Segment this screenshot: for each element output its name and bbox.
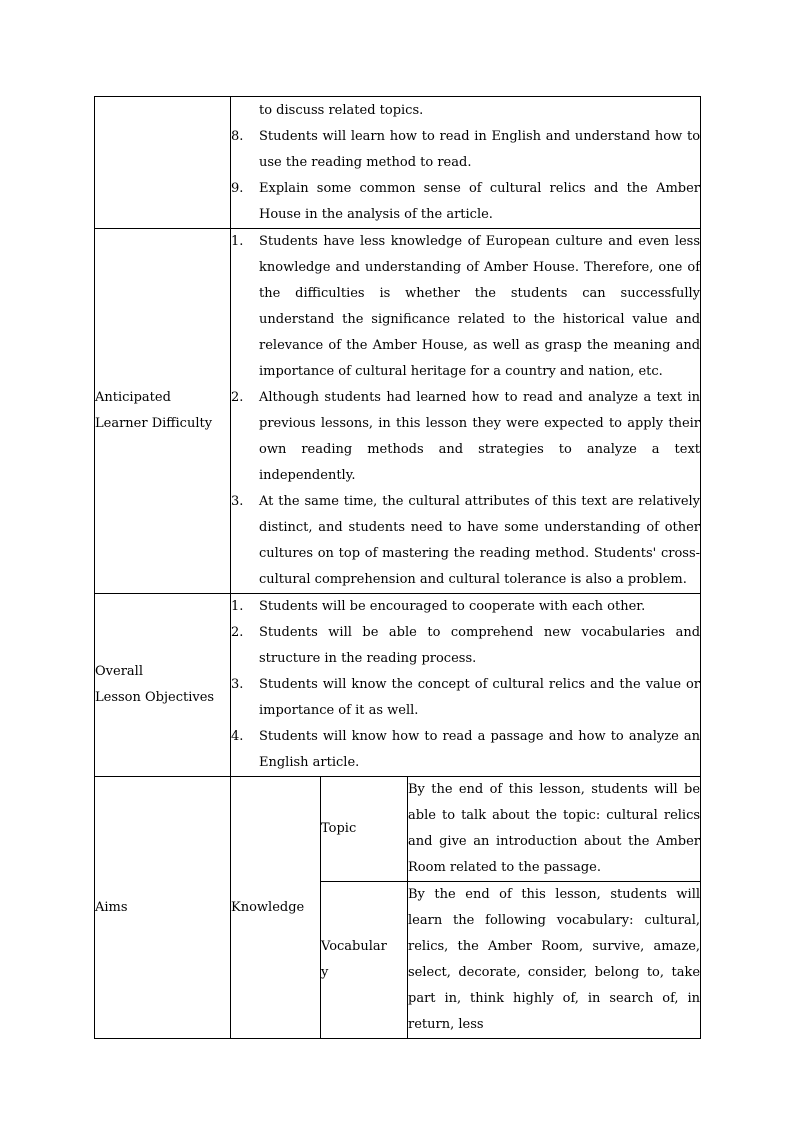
item-number: 2. xyxy=(231,390,244,405)
difficulty-list xyxy=(231,229,700,593)
item-text: Although students had learned how to read and analyze a text in previous lessons, in this lesson they were expected to apply their own reading methods and strategies to analyze a text independently. xyxy=(259,390,701,483)
item-number: 8. xyxy=(231,128,244,144)
item-text: to discuss related topics. xyxy=(259,102,424,118)
item-number: 2. xyxy=(231,625,244,640)
objectives-label-line2: Lesson Objectives xyxy=(95,690,215,705)
item-number: 4. xyxy=(231,729,244,744)
objectives-label xyxy=(95,594,231,777)
item-number: 3. xyxy=(231,494,244,509)
list-item xyxy=(231,229,700,385)
list-item xyxy=(231,176,700,228)
item-text: Students will be able to comprehend new vocabularies and structure in the reading process. xyxy=(259,625,701,666)
lesson-plan-table xyxy=(94,96,701,1039)
aims-label: Aims xyxy=(95,777,231,1039)
continued-objectives-list xyxy=(231,98,700,228)
topic-label: Topic xyxy=(321,777,408,882)
continued-objectives-cell xyxy=(231,97,701,229)
vocabulary-text: By the end of this lesson, students will learn the following vocabulary: cultural, relics, the Amber Room, survive, amaze, select, decorate, consider, belong to, take part in, think highly of, in search of, in return, less xyxy=(408,882,701,1039)
difficulty-label-line2: Learner Difficulty xyxy=(95,416,213,431)
item-text: At the same time, the cultural attributes of this text are relatively distinct, and students need to have some understanding of other cultures on top of mastering the reading method. Students' cross-cultural comprehension and cultural tolerance is also a problem. xyxy=(259,494,701,587)
item-number: 3. xyxy=(231,677,244,692)
aims-topic-row xyxy=(95,777,701,882)
difficulty-content xyxy=(231,229,701,594)
item-text: Explain some common sense of cultural relics and the Amber House in the analysis of the article. xyxy=(259,180,701,222)
item-number: 9. xyxy=(231,180,244,196)
objectives-row xyxy=(95,594,701,777)
list-item xyxy=(231,124,700,176)
list-item xyxy=(231,724,700,776)
item-text: Students will know the concept of cultural relics and the value or importance of it as well. xyxy=(259,677,701,718)
list-item xyxy=(231,385,700,489)
objectives-list xyxy=(231,594,700,776)
vocabulary-label-line2: y xyxy=(321,965,329,980)
item-text: Students will know how to read a passage and how to analyze an English article. xyxy=(259,729,701,770)
vocabulary-label-line1: Vocabular xyxy=(321,939,387,954)
continued-objectives-row xyxy=(95,97,701,229)
difficulty-label-line1: Anticipated xyxy=(95,390,171,405)
objectives-label-line1: Overall xyxy=(95,664,143,679)
topic-text: By the end of this lesson, students will be able to talk about the topic: cultural relics and give an introduction about the Amber Room related to the passage. xyxy=(408,777,701,882)
empty-label-cell xyxy=(95,97,231,229)
list-item xyxy=(231,594,700,620)
list-item xyxy=(231,620,700,672)
list-item xyxy=(231,98,700,124)
difficulty-row xyxy=(95,229,701,594)
difficulty-label xyxy=(95,229,231,594)
objectives-content xyxy=(231,594,701,777)
item-text: Students have less knowledge of European culture and even less knowledge and understanding of Amber House. Therefore, one of the difficulties is whether the students can successfully understand the significance related to the historical value and relevance of the Amber House, as well as grasp the meaning and importance of cultural heritage for a country and nation, etc. xyxy=(259,234,701,379)
item-number: 1. xyxy=(231,234,244,249)
item-number: 1. xyxy=(231,599,244,614)
list-item xyxy=(231,489,700,593)
list-item xyxy=(231,672,700,724)
item-text: Students will learn how to read in English and understand how to use the reading method to read. xyxy=(259,128,701,170)
vocabulary-label xyxy=(321,882,408,1039)
knowledge-label: Knowledge xyxy=(231,777,321,1039)
item-text: Students will be encouraged to cooperate with each other. xyxy=(259,599,646,614)
